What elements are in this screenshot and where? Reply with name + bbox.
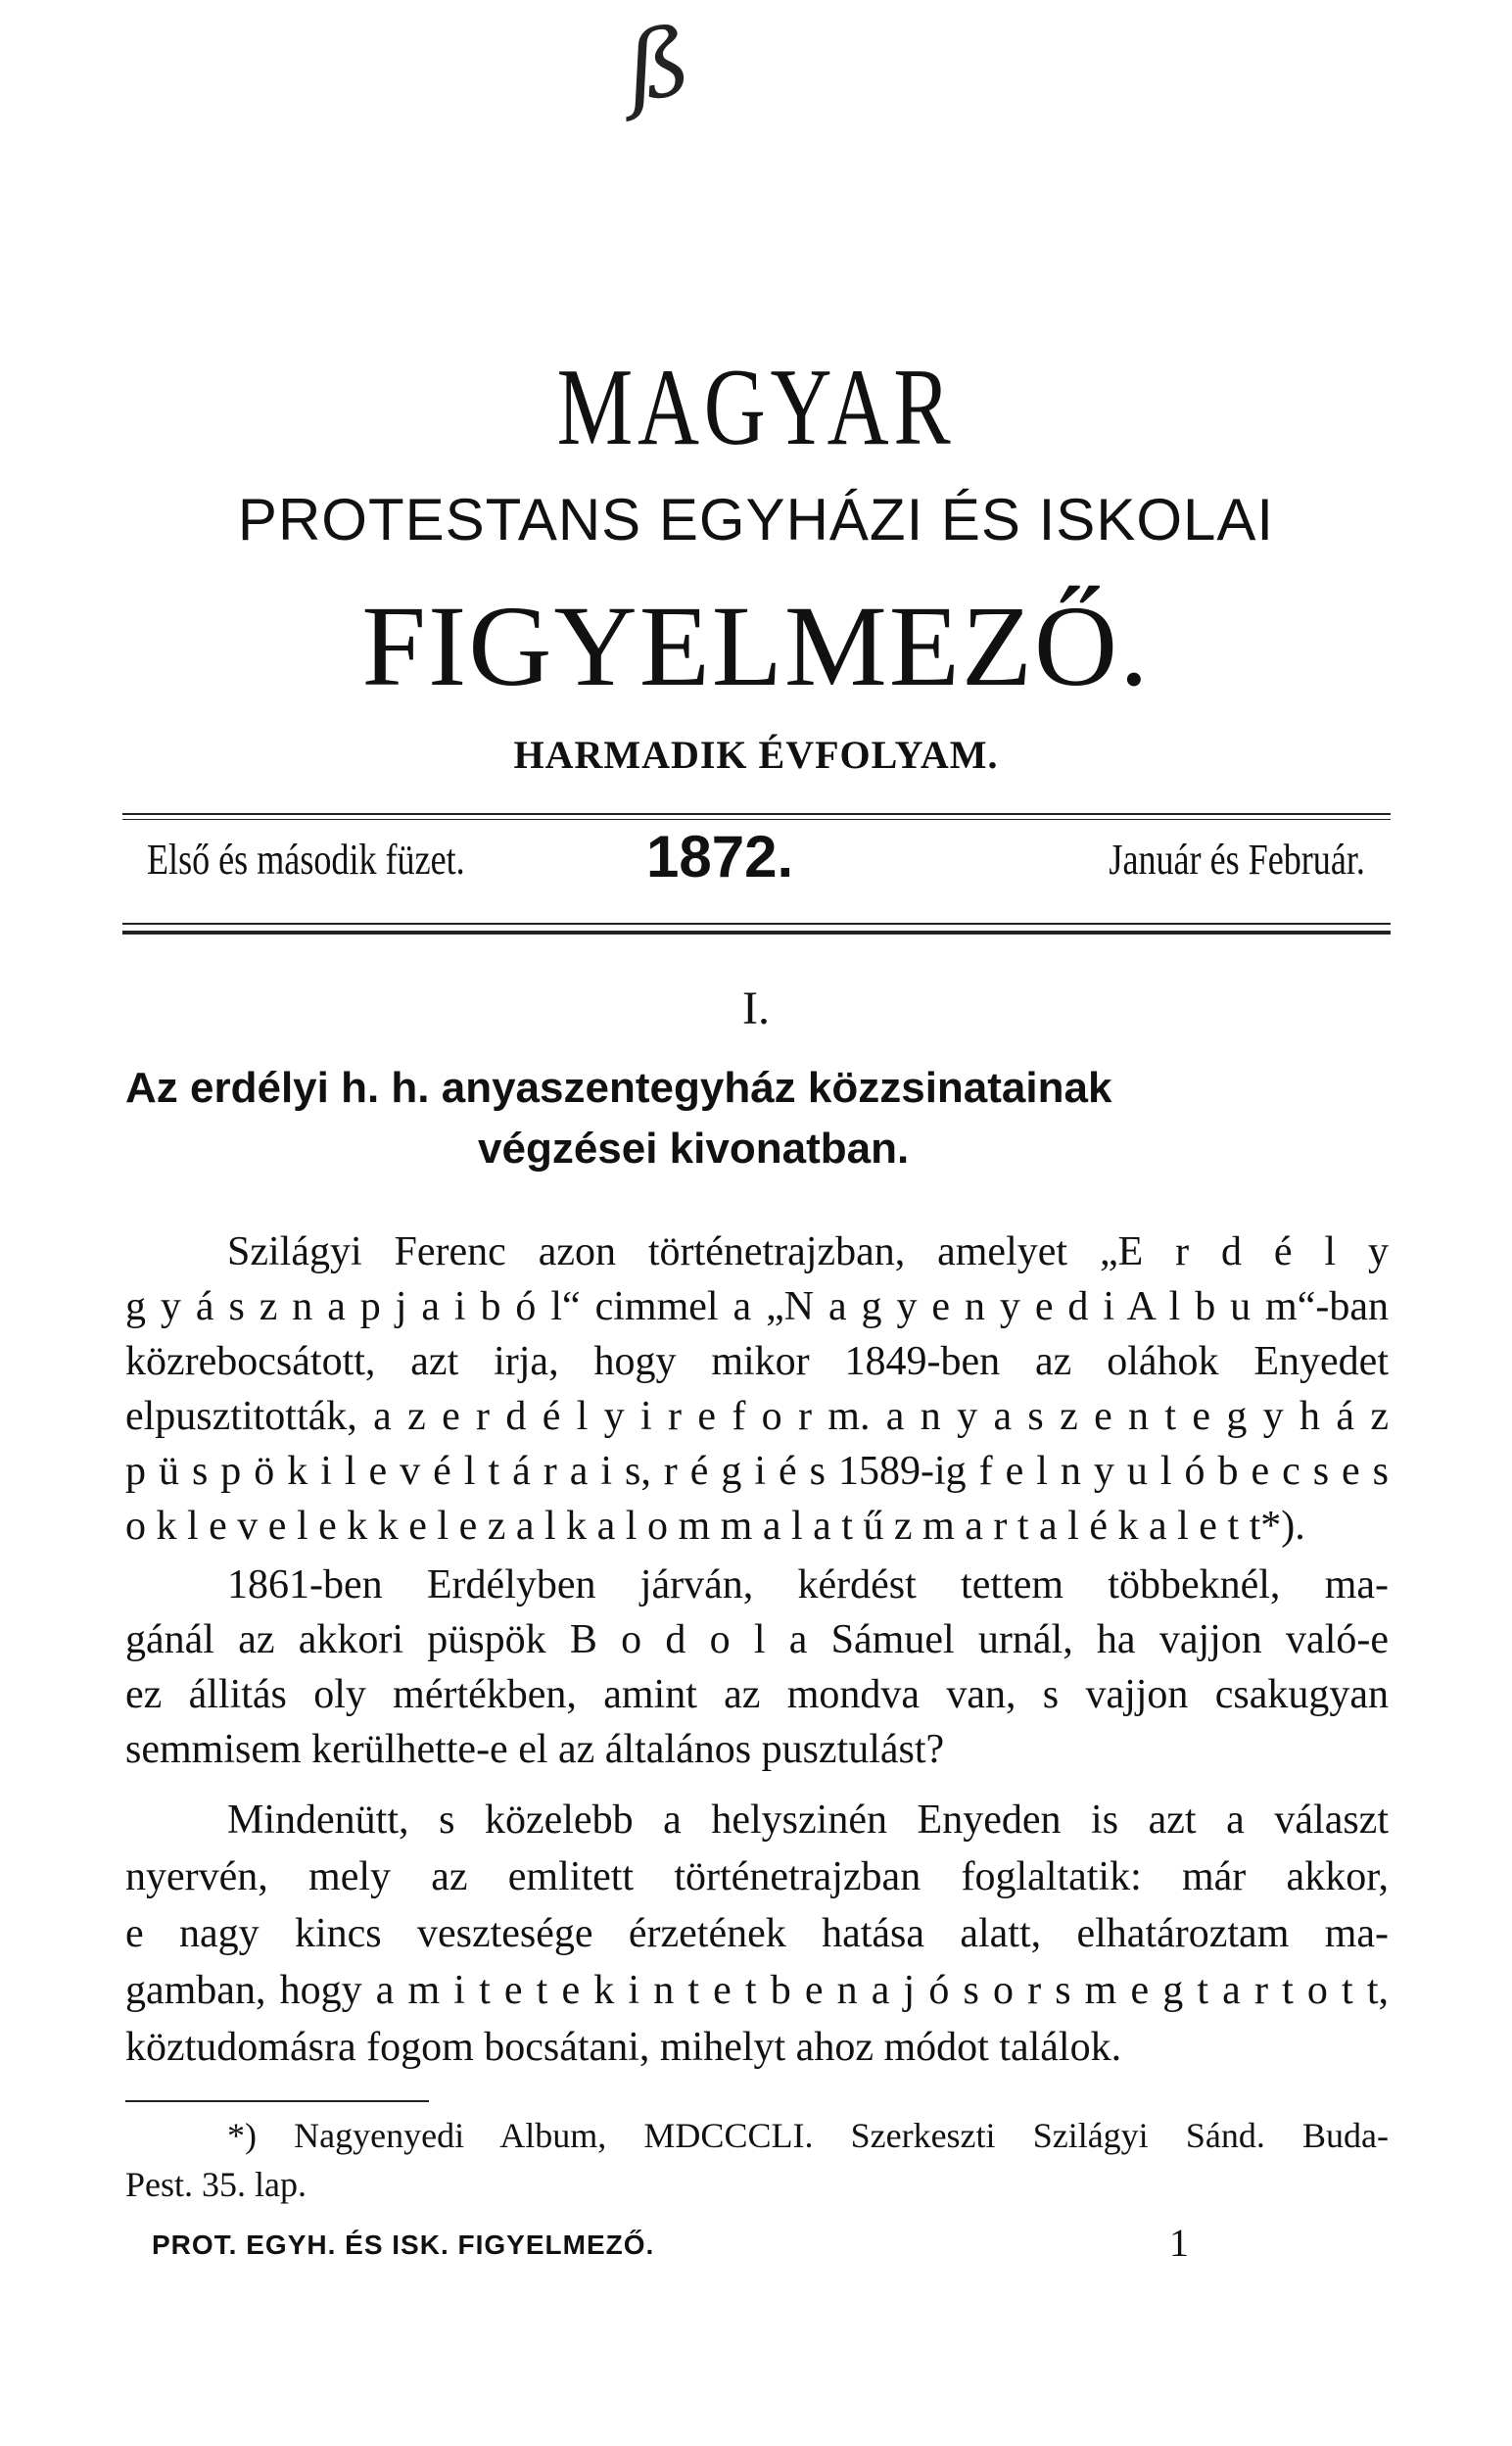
paragraph-2-line-3: ez állitás oly mértékben, amint az mondva van, s vajjon csakugyan xyxy=(125,1672,1389,1717)
footnote-line-1: *) Nagyenyedi Album, MDCCCLI. Szerkeszti Szilágyi Sánd. Buda- xyxy=(227,2116,1389,2155)
issue-numbers: Első és második füzet. xyxy=(147,836,465,884)
divider-rule-bottom-thick xyxy=(122,931,1391,935)
paragraph-3-line-4: gamban, hogy a m i t e t e k i n t e t b e n a j ó s o r s m e g t a r t o t t, xyxy=(125,1968,1389,2013)
footnote-separator xyxy=(125,2100,429,2102)
paragraph-3-line-3: e nagy kincs vesztesége érzetének hatása alatt, elhatároztam ma- xyxy=(125,1911,1389,1956)
masthead-title-line1: MAGYAR xyxy=(556,347,956,468)
running-footer-title: PROT. EGYH. ÉS ISK. FIGYELMEZŐ. xyxy=(152,2230,655,2260)
masthead-title-line2: PROTESTANS EGYHÁZI ÉS ISKOLAI xyxy=(237,487,1275,552)
paragraph-3-line-1: Mindenütt, s közelebb a helyszinén Enyeden is azt a választ xyxy=(227,1798,1389,1843)
paragraph-1-line-2: g y á s z n a p j a i b ó l“ cimmel a „N a g y e n y e d i A l b u m“-ban xyxy=(125,1284,1389,1329)
paragraph-1-line-4: elpusztitották, a z e r d é l y i r e f o r m. a n y a s z e n t e g y h á z xyxy=(125,1394,1389,1439)
divider-rule-top-thin xyxy=(122,819,1391,820)
paragraph-2-line-2: gánál az akkori püspök B o d o l a Sámuel urnál, ha vajjon való-e xyxy=(125,1617,1389,1662)
paragraph-1-line-3: közrebocsátott, azt irja, hogy mikor 1849-ben az oláhok Enyedet xyxy=(125,1339,1389,1384)
issue-months: Január és Február. xyxy=(1109,836,1365,884)
paragraph-3-line-2: nyervén, mely az emlitett történetrajzban foglaltatik: már akkor, xyxy=(125,1854,1389,1899)
paragraph-2-line-4: semmisem kerülhette-e el az általános pusztulást? xyxy=(125,1727,945,1772)
paragraph-1-line-6: o k l e v e l e k k e l e z a l k a l o m m a l a t ű z m a r t a l é k a l e t t*). xyxy=(125,1504,1305,1549)
divider-rule-bottom xyxy=(122,923,1391,925)
volume-label: HARMADIK ÉVFOLYAM. xyxy=(513,733,999,777)
paragraph-2-line-1: 1861-ben Erdélyben járván, kérdést tettem többeknél, ma- xyxy=(227,1562,1389,1607)
article-heading-line2: végzései kivonatban. xyxy=(478,1125,910,1173)
page-number: 1 xyxy=(1169,2221,1189,2265)
masthead-title-line3: FIGYELMEZŐ. xyxy=(361,582,1151,710)
article-heading-line1: Az erdélyi h. h. anyaszentegyház közzsinatainak xyxy=(125,1064,1112,1112)
handwritten-annotation: ß xyxy=(619,6,697,123)
paragraph-1-line-1: Szilágyi Ferenc azon történetrajzban, amelyet „E r d é l y xyxy=(227,1229,1389,1274)
paragraph-3-line-5: köztudomásra fogom bocsátani, mihelyt ahoz módot találok. xyxy=(125,2025,1122,2070)
issue-year: 1872. xyxy=(646,824,794,889)
section-number: I. xyxy=(742,983,770,1034)
paragraph-1-line-5: p ü s p ö k i l e v é l t á r a i s, r é g i é s 1589-ig f e l n y u l ó b e c s e s xyxy=(125,1449,1389,1494)
footnote-line-2: Pest. 35. lap. xyxy=(125,2165,307,2204)
divider-rule-top xyxy=(122,813,1391,815)
